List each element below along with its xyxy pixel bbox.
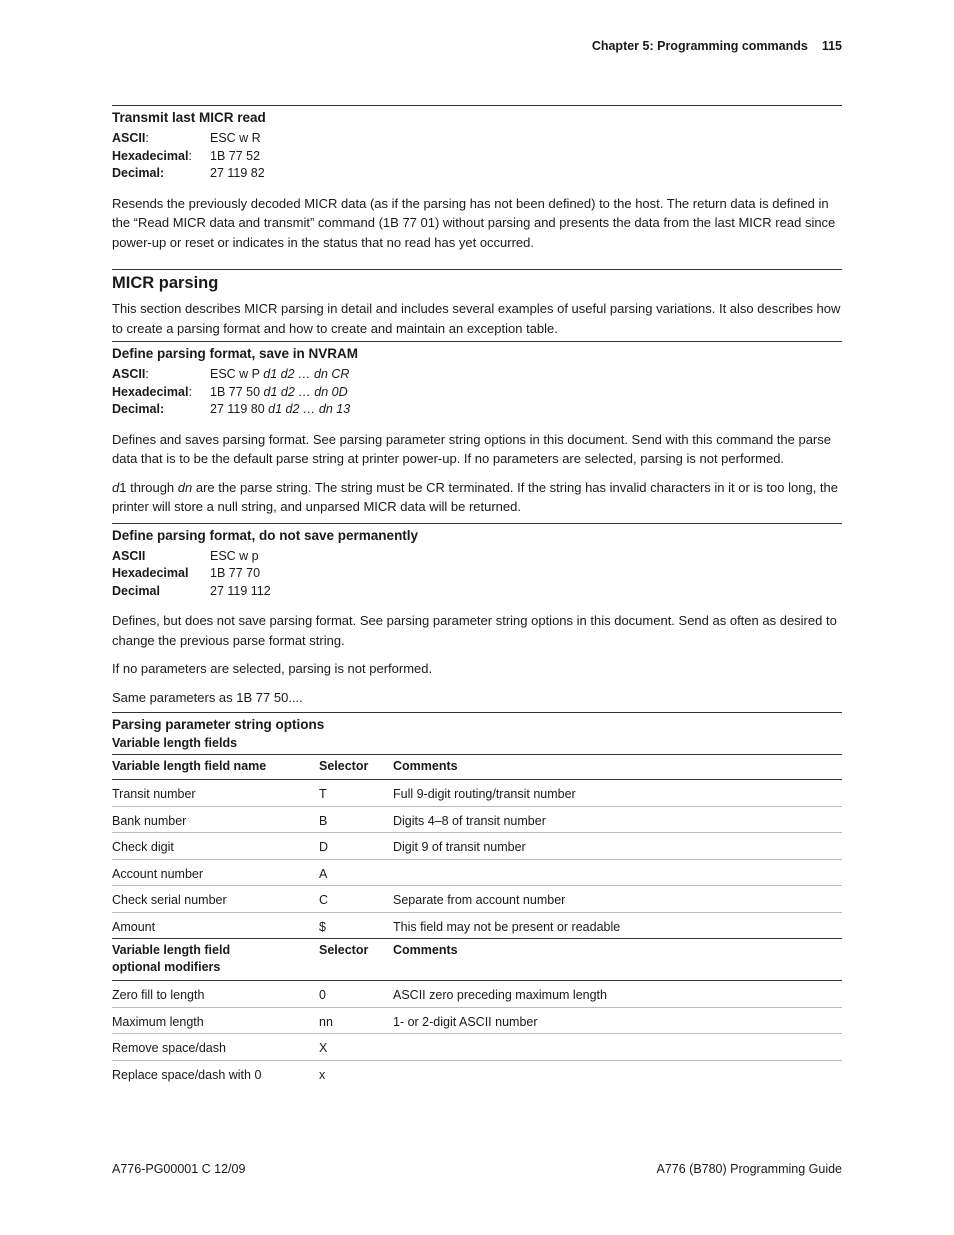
selector-cell: C [319, 886, 393, 913]
dec-label: Decimal: [112, 166, 165, 180]
selector-cell: B [319, 806, 393, 833]
page-header [592, 39, 842, 53]
selector-cell: T [319, 780, 393, 807]
comments-cell [393, 1034, 842, 1061]
page-footer [112, 1162, 842, 1176]
transmit-description: Resends the previously decoded MICR data (as if the parsing has not been defined) to the host. The return data is defined in the “Read MICR data and transmit” command (1B 77 01) without parsing and presents the data from the last MICR read since power-up or reset or indicates in the status that no read has yet occurred. [112, 195, 836, 250]
define-save-codes [112, 367, 842, 418]
section-divider [112, 523, 842, 524]
dec-label: Decimal: [112, 402, 165, 416]
hex-label: Hexadecimal: [112, 384, 192, 399]
ascii-value: ESC w P d1 d2 … dn CR [210, 367, 350, 381]
guide-title: A776 (B780) Programming Guide [656, 1162, 842, 1176]
parsing-options-table [112, 754, 842, 1087]
section-divider [112, 712, 842, 713]
dec-value: 27 119 80 d1 d2 … dn 13 [210, 402, 351, 416]
page-number: 115 [821, 39, 842, 53]
dec-value: 27 119 112 [210, 583, 271, 598]
table-row [112, 833, 842, 860]
table-row [112, 806, 842, 833]
ascii-label: ASCII: [112, 367, 149, 381]
define-save-description: Defines and saves parsing format. See parsing parameter string options in this document. Send with this command the parse data that is to be the default parse string at printer power-up. If no parameters are selected, parsing is not performed. [112, 431, 831, 466]
section-divider [112, 105, 842, 106]
col-header-selector: Selector [319, 755, 393, 780]
micr-parsing-description: This section describes MICR parsing in detail and includes several examples of useful parsing variations. It also describes how to create a parsing format and how to create and maintain an exception table. [112, 301, 841, 336]
ascii-label: ASCII [112, 548, 146, 563]
comments-cell: Digits 4–8 of transit number [393, 806, 842, 833]
table-row [112, 981, 842, 1008]
comments-cell [393, 1060, 842, 1087]
ascii-label: ASCII: [112, 131, 149, 145]
modifier-name-cell: Replace space/dash with 0 [112, 1067, 262, 1082]
page-content [112, 105, 842, 1087]
define-save-title: Define parsing format, save in NVRAM [112, 346, 359, 361]
hex-label: Hexadecimal [112, 566, 189, 580]
comments-cell: 1- or 2-digit ASCII number [393, 1007, 842, 1034]
selector-cell: X [319, 1034, 393, 1061]
selector-cell: 0 [319, 981, 393, 1008]
field-name-cell: Account number [112, 859, 319, 886]
table-row [112, 859, 842, 886]
micr-parsing-heading: MICR parsing [112, 274, 219, 292]
define-save-parse-string-note: d1 through dn are the parse string. The string must be CR terminated. If the string has invalid characters in it or is too long, the printer will store a null string, and unparsed MICR data will be returned. [112, 479, 838, 514]
options-subtitle: Variable length fields [112, 736, 238, 750]
col-header-modifiers: Variable length field optional modifiers [112, 939, 319, 981]
hex-value: 1B 77 50 d1 d2 … dn 0D [210, 384, 348, 399]
hex-value: 1B 77 52 [210, 148, 261, 163]
ascii-value: ESC w R [210, 131, 261, 145]
comments-cell: This field may not be present or readable [393, 919, 621, 934]
field-name-cell: Check digit [112, 833, 319, 860]
table-row [112, 1060, 842, 1087]
col-header-selector: Selector [319, 939, 393, 981]
define-nosave-codes [112, 549, 842, 600]
transmit-codes [112, 131, 842, 182]
comments-cell: Separate from account number [393, 886, 842, 913]
modifier-name-cell: Maximum length [112, 1007, 319, 1034]
table-row [112, 1007, 842, 1034]
chapter-title: Chapter 5: Programming commands [591, 39, 808, 53]
section-divider [112, 341, 842, 342]
field-name-cell: Transit number [112, 780, 319, 807]
field-name-cell: Check serial number [112, 886, 319, 913]
transmit-title: Transmit last MICR read [112, 110, 266, 125]
selector-cell: D [319, 833, 393, 860]
section-divider [112, 269, 842, 270]
table-row [112, 886, 842, 913]
hex-value: 1B 77 70 [210, 566, 261, 580]
table-subheader-row [112, 939, 842, 981]
table-row [112, 780, 842, 807]
options-title: Parsing parameter string options [112, 717, 325, 732]
selector-cell: nn [319, 1007, 393, 1034]
dec-value: 27 119 82 [210, 166, 265, 180]
comments-cell: ASCII zero preceding maximum length [393, 981, 842, 1008]
table-row [112, 912, 842, 939]
col-header-comments: Comments [393, 755, 842, 780]
comments-cell [393, 859, 842, 886]
selector-cell: x [319, 1067, 326, 1082]
define-nosave-no-params-note: If no parameters are selected, parsing is not performed. [112, 661, 433, 676]
col-header-field-name: Variable length field name [112, 755, 319, 780]
hex-label: Hexadecimal: [112, 148, 192, 163]
ascii-value: ESC w p [210, 548, 259, 563]
field-name-cell: Bank number [112, 806, 319, 833]
table-header-row [112, 755, 842, 780]
col-header-comments: Comments [393, 939, 842, 981]
modifier-name-cell: Zero fill to length [112, 981, 319, 1008]
define-nosave-description: Defines, but does not save parsing format. See parsing parameter string options in this document. Send as often as desired to change the previous parse format string. [112, 613, 837, 648]
selector-cell: A [319, 859, 393, 886]
selector-cell: $ [319, 919, 326, 934]
table-row [112, 1034, 842, 1061]
define-nosave-same-params-note: Same parameters as 1B 77 50.... [112, 689, 303, 705]
define-nosave-title: Define parsing format, do not save permanently [112, 527, 419, 543]
modifier-name-cell: Remove space/dash [112, 1034, 319, 1061]
document-id: A776-PG00001 C 12/09 [112, 1162, 246, 1176]
field-name-cell: Amount [112, 919, 156, 934]
dec-label: Decimal [112, 583, 160, 598]
comments-cell: Full 9-digit routing/transit number [393, 780, 842, 807]
comments-cell: Digit 9 of transit number [393, 833, 842, 860]
